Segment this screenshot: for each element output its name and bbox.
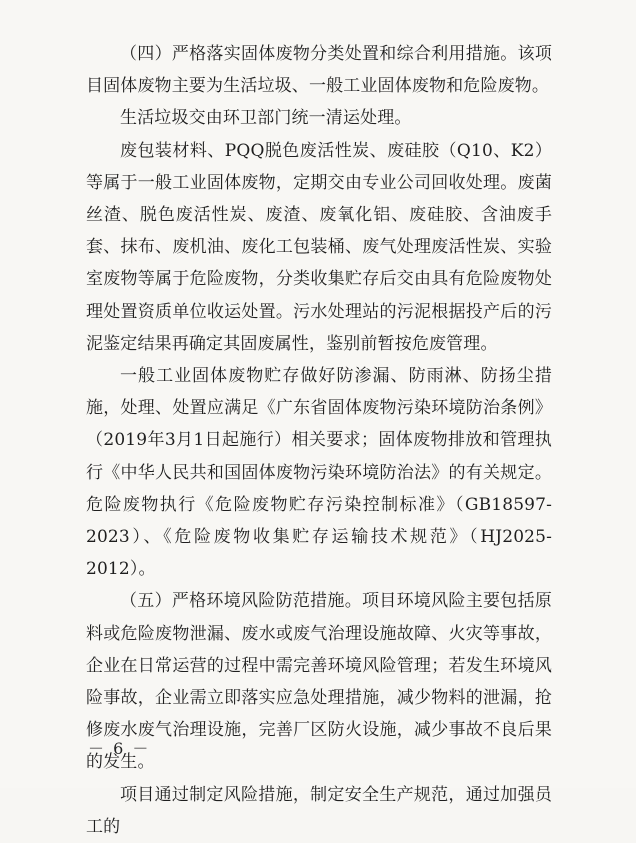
- paragraph-solid-waste-measures: （四）严格落实固体废物分类处置和综合利用措施。该项目固体废物主要为生活垃圾、一般工业固体废物和危险废物。: [86, 44, 552, 97]
- document-body: [86, 38, 552, 843]
- paragraph-storage-regulations: 一般工业固体废物贮存做好防渗漏、防雨淋、防扬尘措施，处理、处置应满足《广东省固体废物污染环境防治条例》（2019年3月1日起施行）相关要求；固体废物排放和管理执行《中华人民共和国固体废物污染环境防治法》的有关规定。危险废物执行《危险废物贮存污染控制标准》（GB18597-2023）、《危险废物收集贮存运输技术规范》（HJ2025-2012）。: [86, 366, 552, 580]
- paragraph-domestic-garbage: 生活垃圾交由环卫部门统一清运处理。: [120, 108, 412, 129]
- paragraph-risk-measures: 项目通过制定风险措施，制定安全生产规范，通过加强员工的: [86, 784, 552, 837]
- paragraph-waste-classification: 废包装材料、PQQ脱色废活性炭、废硅胶（Q10、K2）等属于一般工业固体废物，定期交由专业公司回收处理。废菌丝渣、脱色废活性炭、废渣、废氧化铝、废硅胶、含油废手套、抹布、废机油、废化工包装桶、废气处理废活性炭、实验室废物等属于危险废物，分类收集贮存后交由具有危险废物处理处置资质单位收运处置。污水处理站的污泥根据投产后的污泥鉴定结果再确定其固废属性，鉴别前暂按危废管理。: [86, 140, 552, 354]
- page-number: － 6 －: [88, 739, 151, 758]
- paragraph-risk-prevention: （五）严格环境风险防范措施。项目环境风险主要包括原料或危险废物泄漏、废水或废气治理设施故障、火灾等事故，企业在日常运营的过程中需完善环境风险管理；若发生环境风险事故，企业需立即落实应急处理措施，减少物料的泄漏，抢修废水废气治理设施，完善厂区防火设施，减少事故不良后果的发生。: [86, 591, 552, 773]
